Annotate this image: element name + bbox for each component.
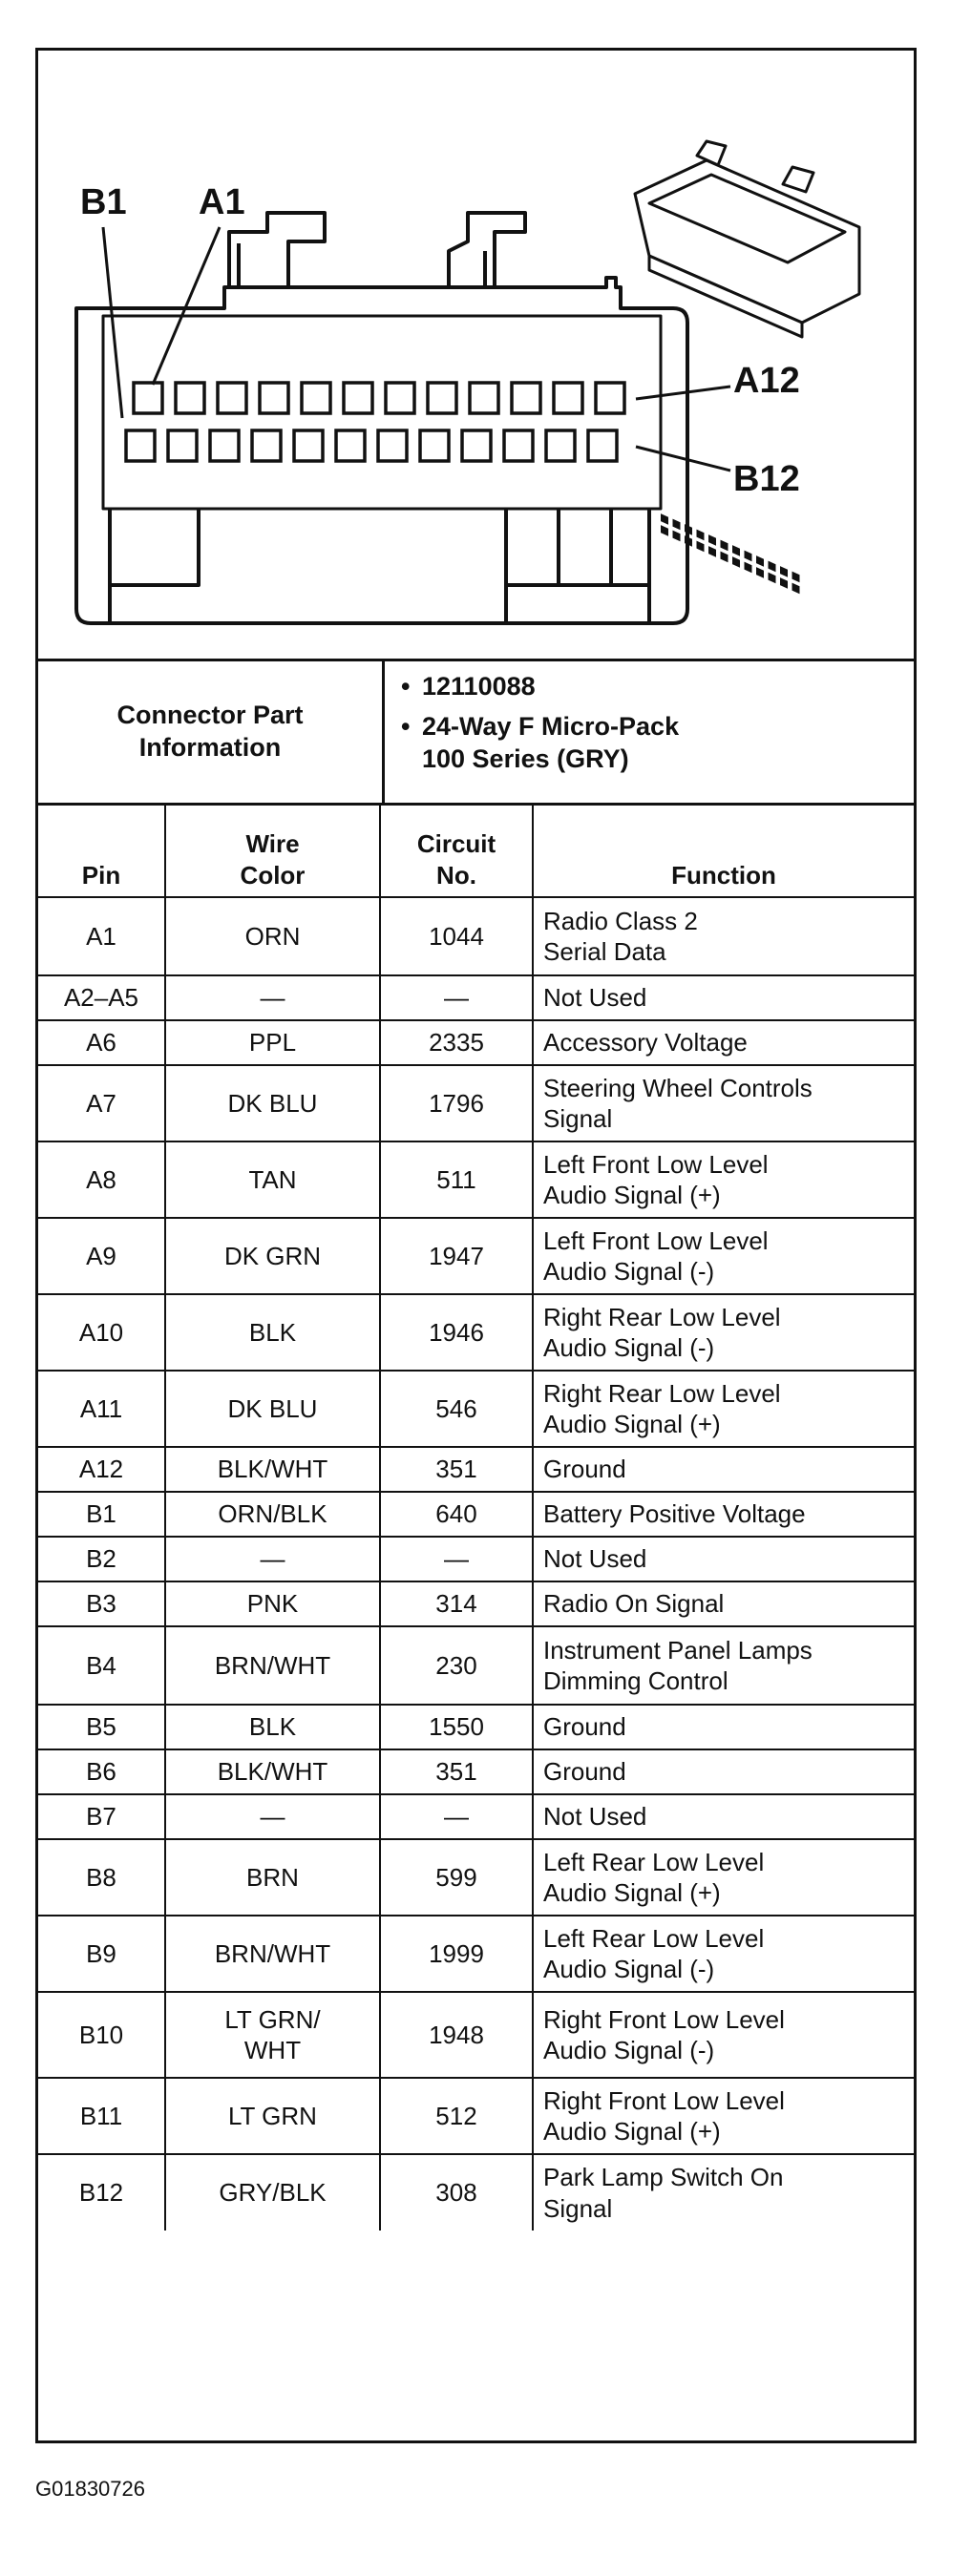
mini-pin-cavity — [697, 541, 705, 553]
circuit-cell: 1550 — [380, 1705, 533, 1749]
circuit-cell: 308 — [380, 2154, 533, 2230]
wire-color-cell: DK GRN — [165, 1218, 380, 1294]
pin-cell: B2 — [38, 1537, 165, 1581]
wire-color-cell: BLK — [165, 1705, 380, 1749]
table-row — [38, 1839, 914, 1916]
mini-pin-cavity — [661, 525, 668, 536]
pin-cavity — [596, 383, 624, 413]
connector-sheet — [35, 48, 917, 2443]
pin-cell: A2–A5 — [38, 975, 165, 1020]
mini-pin-cavity — [721, 552, 728, 563]
circuit-cell: 546 — [380, 1371, 533, 1447]
function-cell: Left Front Low Level Audio Signal (+) — [533, 1141, 914, 1218]
pinout-header-row — [38, 806, 914, 897]
wire-color-cell: BRN/WHT — [165, 1626, 380, 1705]
circuit-cell: 1946 — [380, 1294, 533, 1371]
table-row — [38, 1537, 914, 1581]
function-cell: Steering Wheel Controls Signal — [533, 1065, 914, 1141]
pin-cavity — [554, 383, 582, 413]
mini-pin-cavity — [780, 577, 788, 589]
wire-color-cell: LT GRN/ WHT — [165, 1992, 380, 2078]
connector-info-details — [401, 671, 897, 775]
function-cell: Accessory Voltage — [533, 1020, 914, 1065]
function-cell: Left Front Low Level Audio Signal (-) — [533, 1218, 914, 1294]
header-wire-color: Wire Color — [165, 806, 380, 897]
circuit-cell: 1044 — [380, 897, 533, 975]
mini-pin-cavity — [769, 573, 776, 584]
wire-color-cell: DK BLU — [165, 1371, 380, 1447]
table-row — [38, 1447, 914, 1492]
pin-cell: A6 — [38, 1020, 165, 1065]
wire-color-cell: TAN — [165, 1141, 380, 1218]
function-cell: Right Front Low Level Audio Signal (+) — [533, 2078, 914, 2154]
label-a1: A1 — [199, 182, 245, 222]
function-cell: Ground — [533, 1705, 914, 1749]
circuit-cell: — — [380, 1537, 533, 1581]
circuit-cell: 351 — [380, 1749, 533, 1794]
pin-cavity — [210, 430, 239, 461]
wire-color-cell: PPL — [165, 1020, 380, 1065]
pin-cell: A7 — [38, 1065, 165, 1141]
function-cell: Right Rear Low Level Audio Signal (-) — [533, 1294, 914, 1371]
function-cell: Park Lamp Switch On Signal — [533, 2154, 914, 2230]
function-cell: Not Used — [533, 1537, 914, 1581]
pin-cell: A10 — [38, 1294, 165, 1371]
function-cell: Not Used — [533, 975, 914, 1020]
pin-cell: B6 — [38, 1749, 165, 1794]
function-cell: Ground — [533, 1447, 914, 1492]
wire-color-cell: — — [165, 1537, 380, 1581]
pin-cell: B10 — [38, 1992, 165, 2078]
mini-pin-cavity — [673, 531, 681, 542]
circuit-cell: 2335 — [380, 1020, 533, 1065]
wire-color-cell: BRN/WHT — [165, 1916, 380, 1992]
mini-pin-cavity — [769, 561, 776, 573]
header-circuit-no: Circuit No. — [380, 806, 533, 897]
label-b12: B12 — [733, 459, 800, 499]
pin-cell: B8 — [38, 1839, 165, 1916]
circuit-cell: 640 — [380, 1492, 533, 1537]
mini-pin-cavity — [661, 513, 668, 525]
circuit-cell: 1947 — [380, 1218, 533, 1294]
table-row — [38, 1141, 914, 1218]
table-row — [38, 1218, 914, 1294]
pin-cell: B1 — [38, 1492, 165, 1537]
table-row — [38, 1581, 914, 1626]
circuit-cell: 599 — [380, 1839, 533, 1916]
pin-cavity — [504, 430, 533, 461]
pin-cavity — [386, 383, 414, 413]
pin-cell: B5 — [38, 1705, 165, 1749]
circuit-cell: 314 — [380, 1581, 533, 1626]
function-cell: Battery Positive Voltage — [533, 1492, 914, 1537]
circuit-cell: 511 — [380, 1141, 533, 1218]
wire-color-cell: ORN — [165, 897, 380, 975]
table-row — [38, 1916, 914, 1992]
wire-color-cell: BLK — [165, 1294, 380, 1371]
function-cell: Instrument Panel Lamps Dimming Control — [533, 1626, 914, 1705]
connector-info-heading: Connector Part Information — [38, 661, 385, 803]
mini-pin-cavity — [756, 567, 764, 578]
pin-cavity — [260, 383, 288, 413]
table-row — [38, 1794, 914, 1839]
description-bullet — [401, 711, 897, 776]
circuit-cell: 1948 — [380, 1992, 533, 2078]
circuit-cell: 1796 — [380, 1065, 533, 1141]
pin-cavity — [462, 430, 491, 461]
circuit-cell: 230 — [380, 1626, 533, 1705]
wire-color-cell: — — [165, 1794, 380, 1839]
circuit-cell: 1999 — [380, 1916, 533, 1992]
pin-cavity — [176, 383, 204, 413]
table-row — [38, 1992, 914, 2078]
wire-color-cell: BLK/WHT — [165, 1447, 380, 1492]
wire-color-cell: GRY/BLK — [165, 2154, 380, 2230]
wire-color-cell: — — [165, 975, 380, 1020]
mini-pin-cavity — [792, 572, 800, 583]
bullet: • — [401, 711, 411, 741]
pin-cell: B12 — [38, 2154, 165, 2230]
pin-cell: B3 — [38, 1581, 165, 1626]
mini-pin-cavity — [780, 566, 788, 577]
connector-diagram — [38, 51, 914, 661]
wire-color-cell: LT GRN — [165, 2078, 380, 2154]
function-cell: Radio On Signal — [533, 1581, 914, 1626]
pin-cavity — [378, 430, 407, 461]
mini-pin-cavity — [708, 546, 716, 557]
mini-pin-cavity — [732, 556, 740, 568]
table-row — [38, 1065, 914, 1141]
pin-cavity — [428, 383, 456, 413]
pin-cavity — [420, 430, 449, 461]
bullet: • — [401, 672, 411, 701]
mini-pin-cavity — [756, 555, 764, 567]
pin-cell: A12 — [38, 1447, 165, 1492]
pin-cell: A11 — [38, 1371, 165, 1447]
mini-pin-cavity — [792, 583, 800, 595]
circuit-cell: 351 — [380, 1447, 533, 1492]
pin-cavity — [470, 383, 498, 413]
mini-pin-cavity — [708, 534, 716, 546]
mini-pin-cavity — [732, 545, 740, 556]
pin-cell: B11 — [38, 2078, 165, 2154]
table-row — [38, 1626, 914, 1705]
part-number-bullet — [401, 671, 897, 703]
function-cell: Left Rear Low Level Audio Signal (+) — [533, 1839, 914, 1916]
pin-cavity — [546, 430, 575, 461]
header-function: Function — [533, 806, 914, 897]
pin-cell: A9 — [38, 1218, 165, 1294]
wire-color-cell: BLK/WHT — [165, 1749, 380, 1794]
pin-cell: B4 — [38, 1626, 165, 1705]
function-cell: Radio Class 2 Serial Data — [533, 897, 914, 975]
figure-id-caption: G01830726 — [35, 2477, 145, 2501]
circuit-cell: — — [380, 975, 533, 1020]
wire-color-cell: ORN/BLK — [165, 1492, 380, 1537]
part-number: 12110088 — [422, 672, 536, 701]
table-row — [38, 1020, 914, 1065]
pin-cavity — [512, 383, 540, 413]
table-row — [38, 1705, 914, 1749]
table-row — [38, 1371, 914, 1447]
pin-cavity — [218, 383, 246, 413]
pin-cell: A1 — [38, 897, 165, 975]
connector-part-information — [38, 661, 914, 806]
function-cell: Left Rear Low Level Audio Signal (-) — [533, 1916, 914, 1992]
connector-face-drawing — [38, 51, 914, 659]
pin-cavity — [344, 383, 372, 413]
pin-cavity — [252, 430, 281, 461]
wire-color-cell: PNK — [165, 1581, 380, 1626]
function-cell: Right Front Low Level Audio Signal (-) — [533, 1992, 914, 2078]
function-cell: Ground — [533, 1749, 914, 1794]
header-pin: Pin — [38, 806, 165, 897]
circuit-cell: — — [380, 1794, 533, 1839]
pin-cavity — [134, 383, 162, 413]
pin-cavity — [126, 430, 155, 461]
table-row — [38, 2078, 914, 2154]
function-cell: Right Rear Low Level Audio Signal (+) — [533, 1371, 914, 1447]
table-row — [38, 2154, 914, 2230]
mini-pin-cavity — [745, 551, 752, 562]
pin-cavity — [336, 430, 365, 461]
pin-cell: B7 — [38, 1794, 165, 1839]
table-row — [38, 975, 914, 1020]
pin-cavity — [588, 430, 617, 461]
mini-pin-cavity — [673, 519, 681, 531]
mini-pin-cavity — [697, 530, 705, 541]
connector-description: 24-Way F Micro-Pack 100 Series (GRY) — [422, 711, 680, 773]
pin-cell: A8 — [38, 1141, 165, 1218]
pin-cavity — [168, 430, 197, 461]
pinout-table — [38, 806, 914, 2230]
circuit-cell: 512 — [380, 2078, 533, 2154]
table-row — [38, 1294, 914, 1371]
table-row — [38, 1749, 914, 1794]
pin-cavity — [294, 430, 323, 461]
pin-cavity — [302, 383, 330, 413]
mini-pin-cavity — [721, 540, 728, 552]
label-b1: B1 — [80, 182, 127, 222]
mini-pin-cavity — [745, 562, 752, 574]
table-row — [38, 897, 914, 975]
table-row — [38, 1492, 914, 1537]
wire-color-cell: DK BLU — [165, 1065, 380, 1141]
pin-cell: B9 — [38, 1916, 165, 1992]
function-cell: Not Used — [533, 1794, 914, 1839]
wire-color-cell: BRN — [165, 1839, 380, 1916]
label-a12: A12 — [733, 361, 800, 401]
